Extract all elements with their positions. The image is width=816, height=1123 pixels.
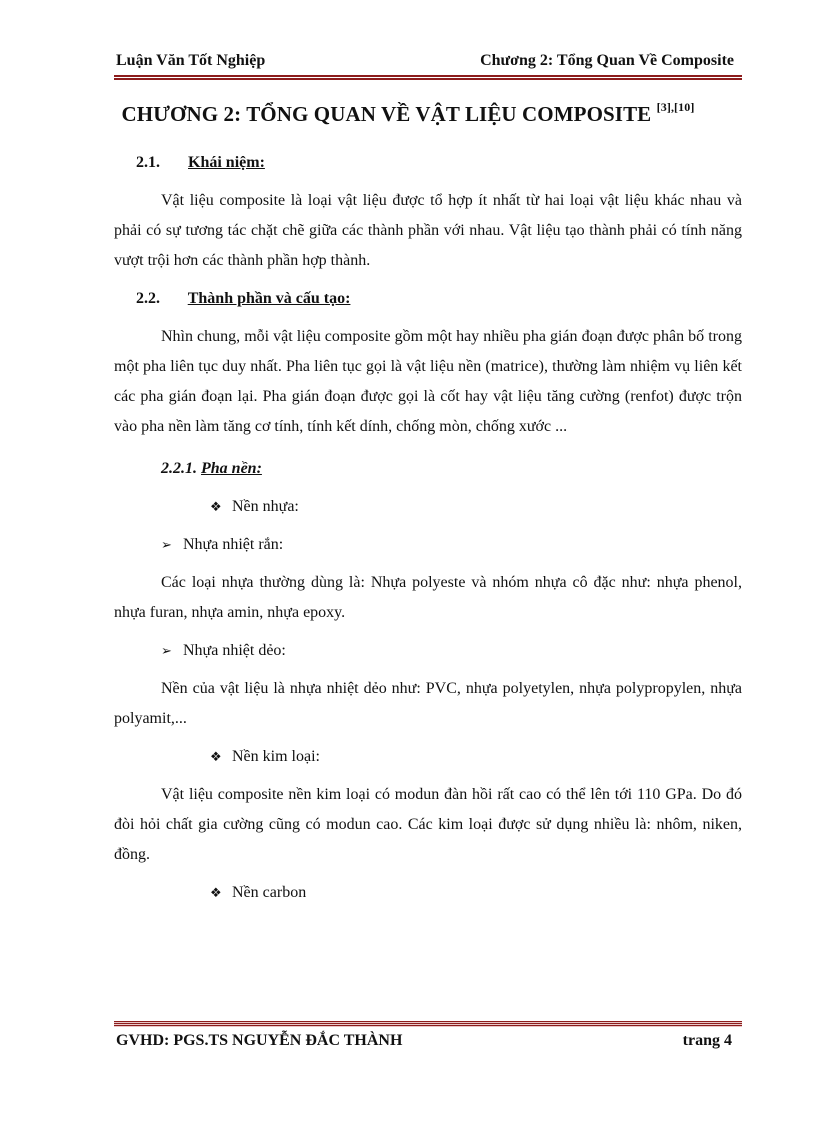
diamond-bullet-icon: ❖ [210, 750, 222, 765]
list-item: ❖ Nền kim loại: [114, 742, 742, 772]
chapter-title [0, 102, 816, 127]
section-heading [114, 284, 742, 314]
list-item: ➢ Nhựa nhiệt dẻo: [114, 636, 742, 666]
subsection-label: Pha nền: [201, 460, 262, 477]
paragraph-thermoplastic: Nền của vật liệu là nhựa nhiệt dẻo như: PVC, nhựa polyetylen, nhựa polypropylen, nhựa polyamit,... [114, 680, 742, 727]
subsection-number: 2.2.1. [161, 460, 197, 477]
footer-rule [114, 1021, 742, 1027]
page-content [114, 148, 742, 908]
header-right: Chương 2: Tổng Quan Về Composite [480, 52, 734, 69]
list-item: ➢ Nhựa nhiệt rắn: [114, 530, 742, 560]
header-rule [114, 75, 742, 80]
chapter-title-text: CHƯƠNG 2: TỔNG QUAN VỀ VẬT LIỆU COMPOSITE [121, 102, 652, 126]
arrow-bullet-icon: ➢ [161, 644, 172, 659]
list-item: ❖ Nền nhựa: [114, 492, 742, 522]
footer-advisor: GVHD: PGS.TS NGUYỄN ĐẮC THÀNH [116, 1032, 403, 1049]
page-number: trang 4 [682, 1032, 732, 1049]
paragraph-composition: Nhìn chung, mỗi vật liệu composite gồm một hay nhiều pha gián đoạn được phân bố trong một pha liên tục duy nhất. Pha liên tục gọi là vật liệu nền (matrice), thường làm nhiệm vụ liên kết các pha gián đoạn lại. Pha gián đoạn được gọi là cốt hay vật liệu tăng cường (renfot) được trộn vào pha nền làm tăng cơ tính, tính kết dính, chống mòn, chống xước ... [114, 328, 742, 435]
header-left: Luận Văn Tốt Nghiệp [116, 52, 266, 69]
section-label: Thành phần và cấu tạo: [187, 290, 351, 307]
section-heading [114, 148, 742, 178]
paragraph-definition: Vật liệu composite là loại vật liệu được tổ hợp ít nhất từ hai loại vật liệu khác nhau và phải có sự tương tác chặt chẽ giữa các thành phần với nhau. Vật liệu tạo thành phải có tính năng vượt trội hơn các thành phần hợp thành. [114, 192, 742, 269]
diamond-bullet-icon: ❖ [210, 886, 222, 901]
chapter-title-refs: [3],[10] [656, 100, 695, 114]
list-item: ❖ Nền carbon [114, 878, 742, 908]
subsection-heading [114, 454, 742, 484]
paragraph-thermoset: Các loại nhựa thường dùng là: Nhựa polyeste và nhóm nhựa cô đặc như: nhựa phenol, nhựa furan, nhựa amin, nhựa epoxy. [114, 574, 742, 621]
section-number: 2.2. [136, 290, 160, 307]
diamond-bullet-icon: ❖ [210, 500, 222, 515]
section-number: 2.1. [136, 154, 160, 171]
arrow-bullet-icon: ➢ [161, 538, 172, 553]
section-label: Khái niệm: [188, 154, 265, 171]
paragraph-metal-matrix: Vật liệu composite nền kim loại có modun đàn hồi rất cao có thể lên tới 110 GPa. Do đó đòi hỏi chất gia cường cũng có modun cao. Các kim loại được sử dụng nhiều là: nhôm, niken, đồng. [114, 786, 742, 863]
